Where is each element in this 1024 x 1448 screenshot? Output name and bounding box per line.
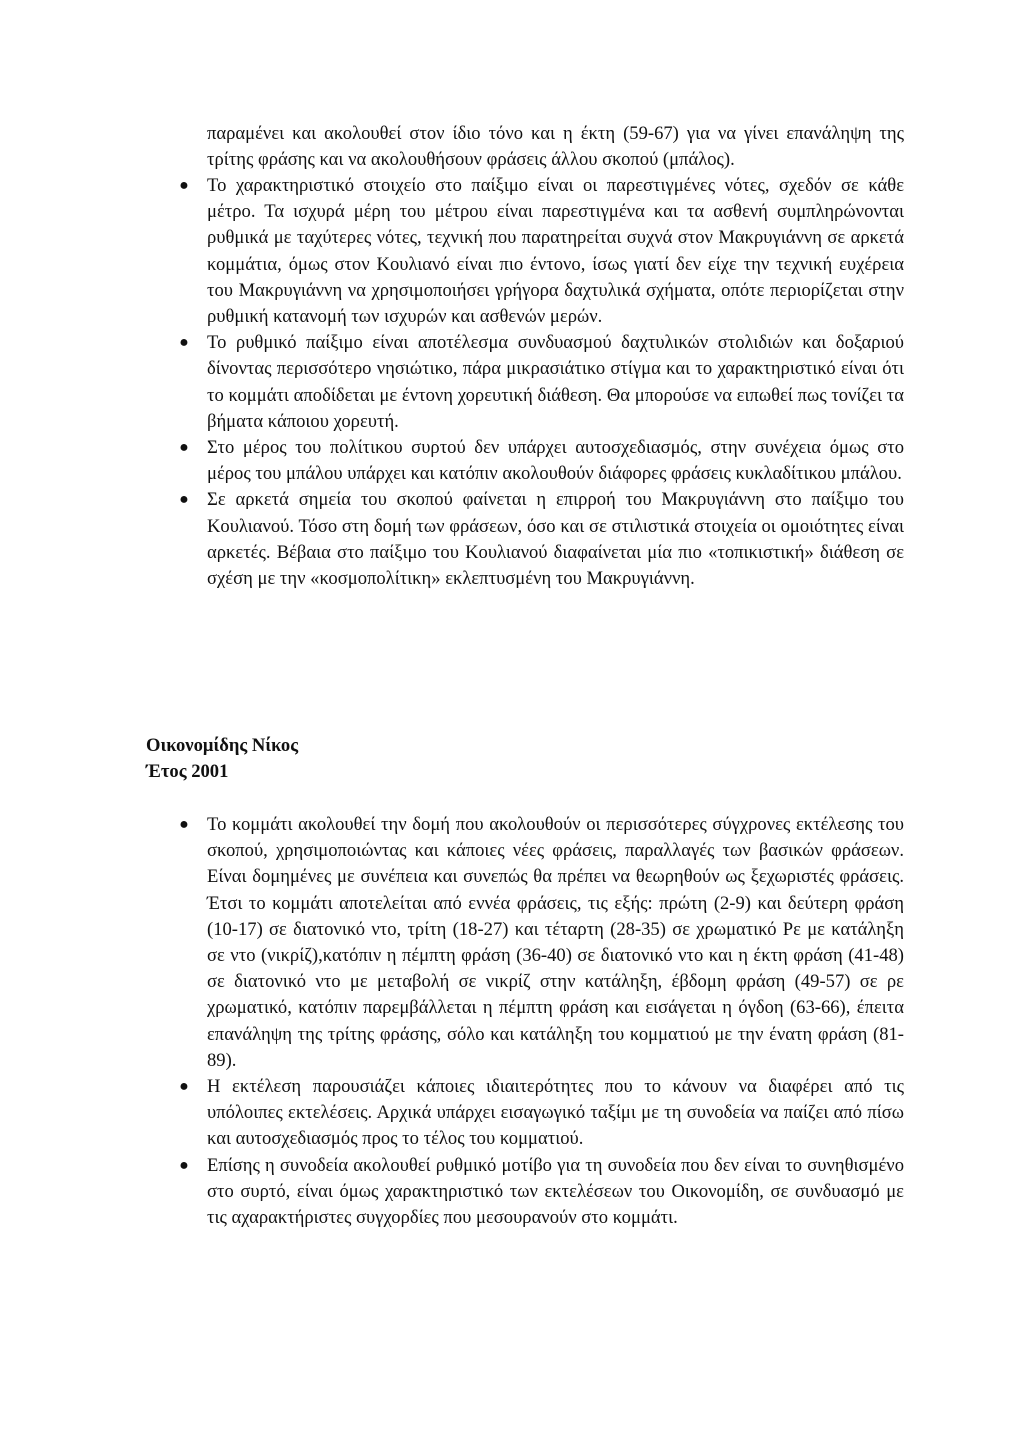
list-item-text: Το ρυθμικό παίξιμο είναι αποτέλεσμα συνδυασμού δαχτυλικών στολιδιών και δοξαριού δίνοντας περισσότερο νησιώτικο, πάρα μικρασιάτικο στίγμα και το χαρακτηριστικό είναι ότι το κομμάτι αποδίδεται με έντονη χορευτική διάθεση. Θα μπορούσε να ειπωθεί πως τονίζει τα βήματα κάποιου χορευτή. — [207, 332, 904, 432]
list-item — [179, 435, 904, 487]
bullet-icon: ● — [179, 491, 189, 509]
bullet-icon: ● — [179, 177, 189, 194]
continuation-paragraph: παραμένει και ακολουθεί στον ίδιο τόνο και η έκτη (59-67) για να γίνει επανάληψη της τρίτης φράσης και να ακολουθήσουν φράσεις άλλου σκοπού (μπάλος). — [207, 123, 904, 171]
section-heading-year: Έτος 2001 — [146, 761, 229, 782]
bullet-icon: ● — [179, 334, 189, 352]
list-item — [179, 330, 904, 435]
bullet-list-section-1 — [179, 173, 904, 592]
section-heading-name: Οικονομίδης Νίκος — [146, 735, 299, 756]
list-item — [179, 1153, 904, 1232]
bullet-list-section-2 — [179, 812, 904, 1231]
list-item — [179, 1074, 904, 1153]
list-item — [179, 487, 904, 592]
bullet-icon: ● — [179, 1156, 189, 1174]
list-item — [179, 173, 904, 330]
bullet-icon: ● — [179, 1078, 189, 1096]
list-item-text: Το κομμάτι ακολουθεί την δομή που ακολουθούν οι περισσότερες σύγχρονες εκτέλεσης του σκοπού, χρησιμοποιώντας και κάποιες νέες φράσεις, παραλλαγές των βασικών φράσεων. Είναι δομημένες με συνέπεια και συνεπώς θα πρέπει να θεωρηθούν ως ξεχωριστές φράσεις. Έτσι το κομμάτι αποτελείται από εννέα φράσεις, τις εξής: πρώτη (2-9) και δεύτερη φράση (10-17) σε διατονικό ντο, τρίτη (18-27) και τέταρτη (28-35) σε χρωματικό Ρε με κατάληξη σε ντο (νικρίζ),κατόπιν η πέμπτη φράση (36-40) σε διατονικό ντο και η έκτη φράση (41-48) σε διατονικό ντο με μεταβολή σε νικρίζ στην κατάληξη, έβδομη φράση (49-57) σε ρε χρωματικό, κατόπιν παρεμβάλλεται η πέμπτη φράση και εισάγεται η όγδοη (63-66), έπειτα επανάληψη της τρίτης φράσης, σόλο και κατάληξη του κομματιού με την ένατη φράση (81-89). — [207, 814, 904, 1071]
bullet-icon: ● — [179, 439, 189, 457]
list-item-text: Το χαρακτηριστικό στοιχείο στο παίξιμο είναι οι παρεστιγμένες νότες, σχεδόν σε κάθε μέτρο. Τα ισχυρά μέρη του μέτρου είναι παρεστιγμένα και τα ασθενή συμπληρώνονται ρυθμικά με ταχύτερες νότες, τεχνική που παρατηρείται συχνά στον Μακρυγιάννη σε αρκετά κομμάτια, όμως στον Κουλιανό είναι πιο έντονο, ίσως γιατί δεν είχε την τεχνική ευχέρεια του Μακρυγιάννη να χρησιμοποιήσει γρήγορα δαχτυλικά σχήματα, οπότε περιορίζεται στην ρυθμική κατανομή των ισχυρών και ασθενών μερών. — [207, 175, 904, 328]
list-item-text: Η εκτέλεση παρουσιάζει κάποιες ιδιαιτερότητες που το κάνουν να διαφέρει από τις υπόλοιπες εκτελέσεις. Αρχικά υπάρχει εισαγωγικό ταξίμι με τη συνοδεία να παίζει από πίσω και αυτοσχεδιασμός προς το τέλος του κομματιού. — [207, 1076, 904, 1150]
list-item-text: Σε αρκετά σημεία του σκοπού φαίνεται η επιρροή του Μακρυγιάννη στο παίξιμο του Κουλιανού. Τόσο στη δομή των φράσεων, όσο και σε στιλιστικά στοιχεία οι ομοιότητες είναι αρκετές. Βέβαια στο παίξιμο του Κουλιανού διαφαίνεται μία πιο «τοπικιστική» διάθεση σε σχέση με την «κοσμοπολίτικη» εκλεπτυσμένη του Μακρυγιάννη. — [207, 489, 904, 590]
bullet-icon: ● — [179, 816, 189, 833]
list-item — [179, 812, 904, 1074]
list-item-text: Στο μέρος του πολίτικου συρτού δεν υπάρχει αυτοσχεδιασμός, στην συνέχεια όμως στο μέρος του μπάλου υπάρχει και κατόπιν ακολουθούν διάφορες φράσεις κυκλαδίτικου μπάλου. — [207, 437, 904, 485]
list-item-text: Επίσης η συνοδεία ακολουθεί ρυθμικό μοτίβο για τη συνοδεία που δεν είναι το συνηθισμένο στο συρτό, είναι όμως χαρακτηριστικό των εκτελέσεων του Οικονομίδη, σε συνδυασμό με τις αχαρακτήριστες συγχορδίες που μεσουρανούν στο κομμάτι. — [207, 1154, 904, 1229]
